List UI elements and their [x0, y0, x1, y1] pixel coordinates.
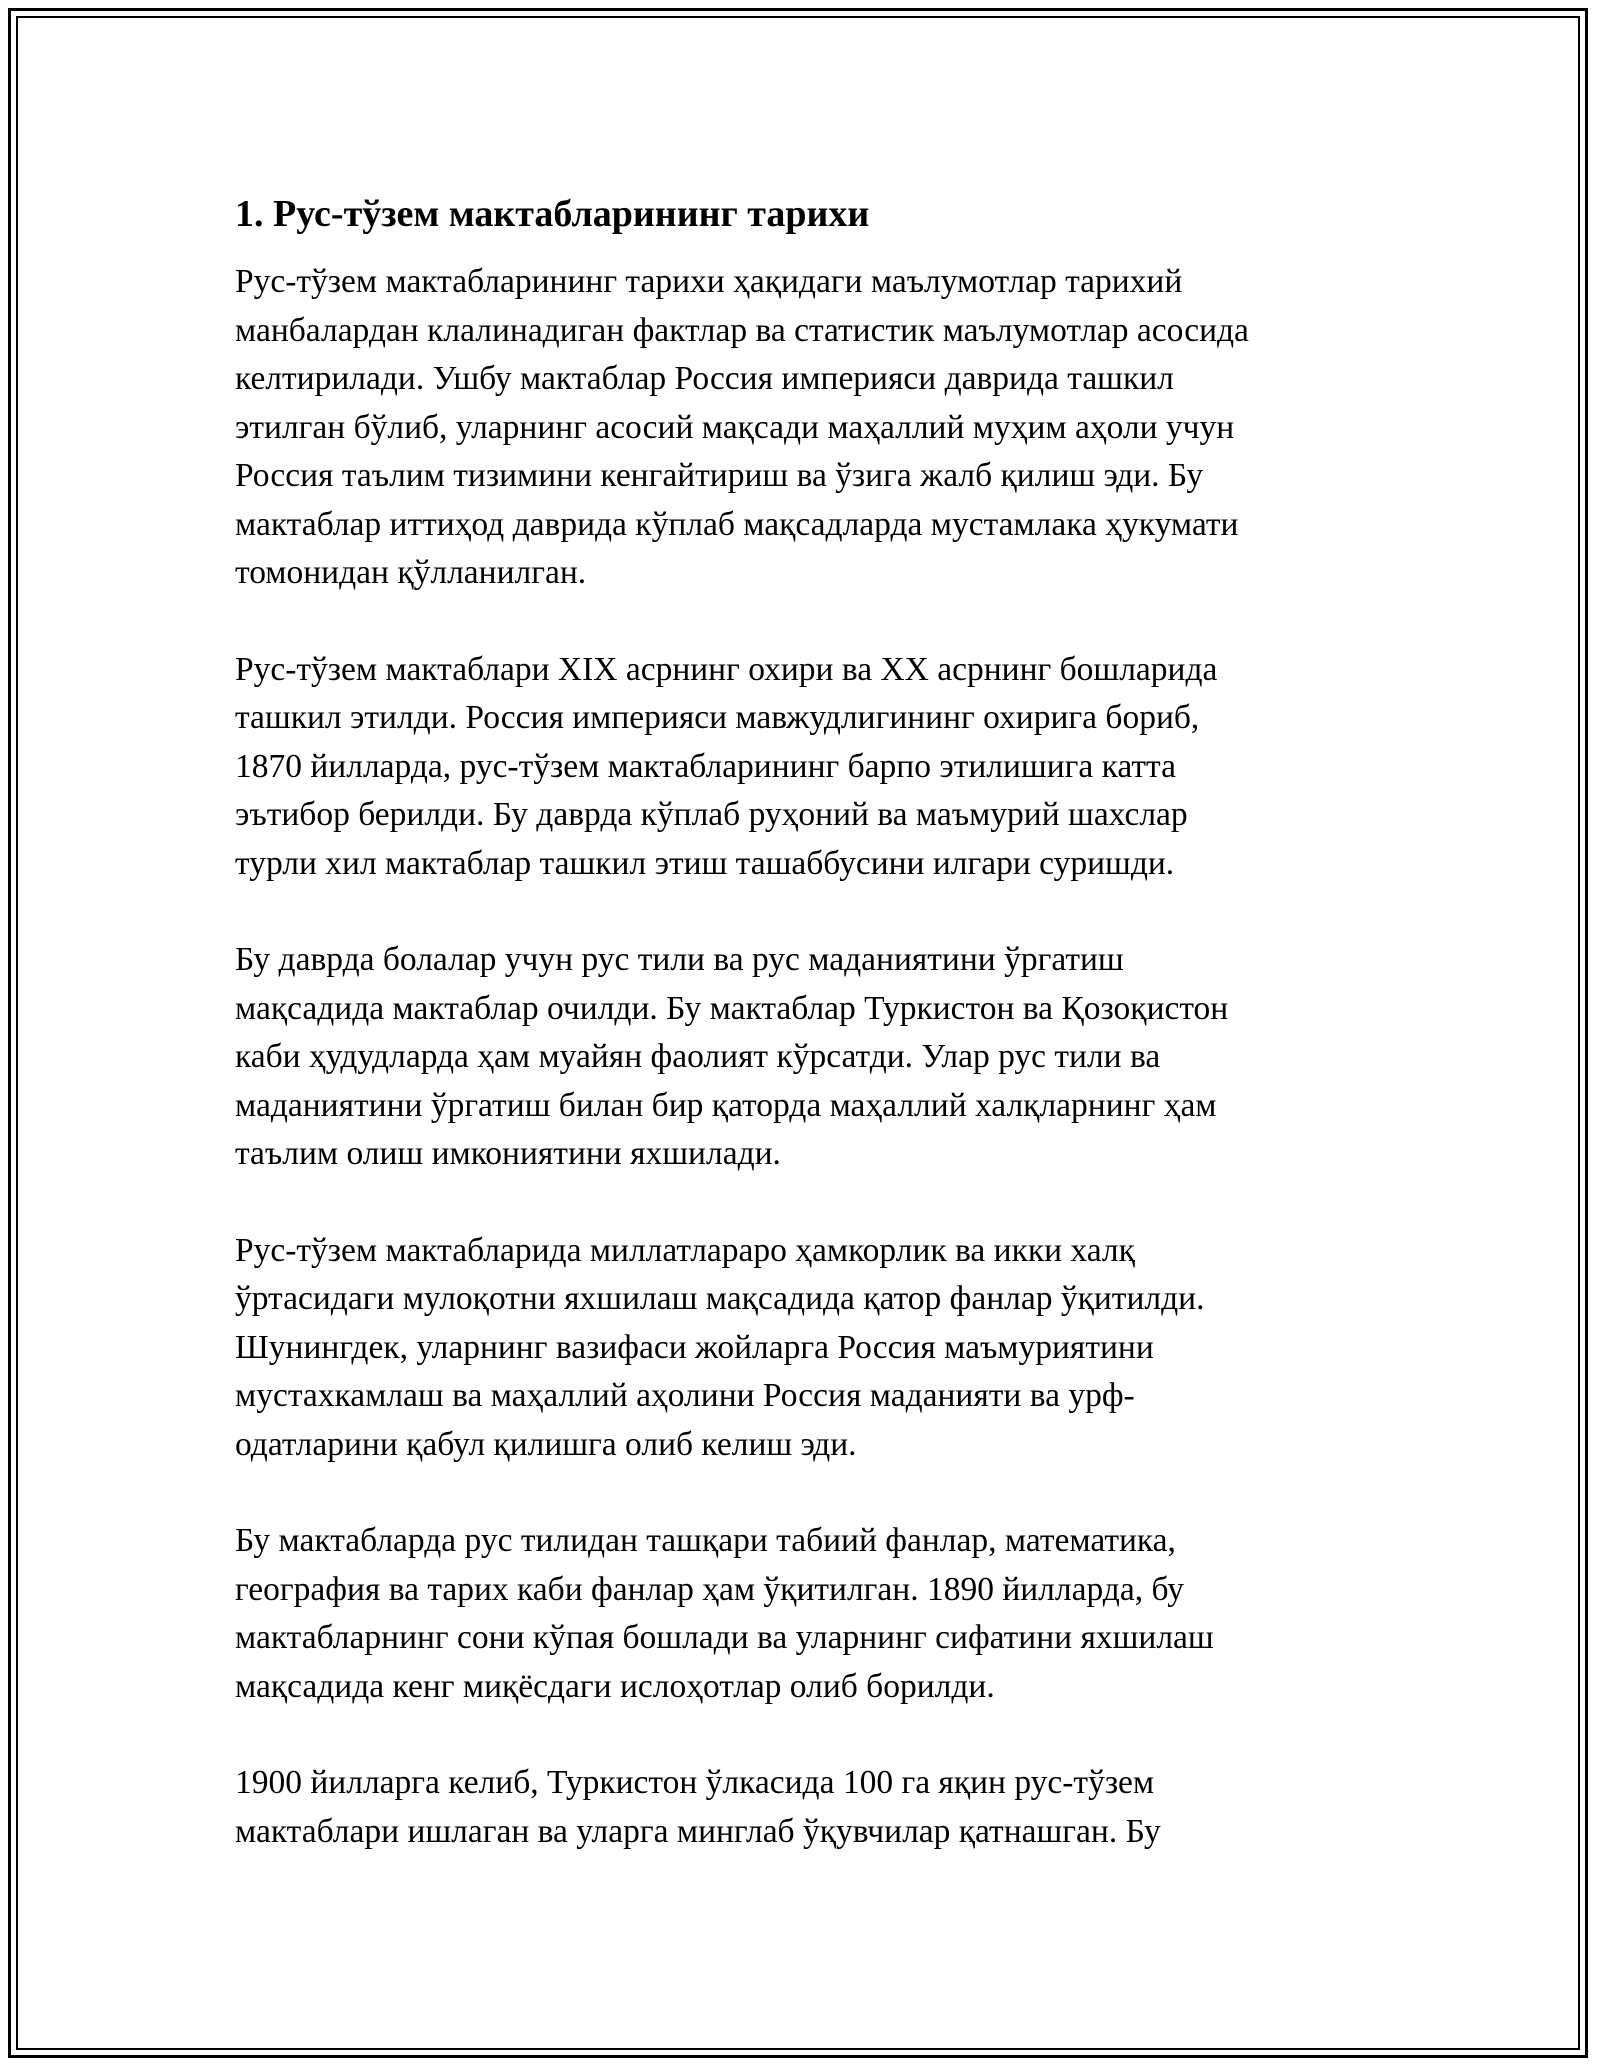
- text-line: Рус-тўзем мактабларининг тарихи ҳақидаги маълумотлар тарихий: [235, 263, 1183, 300]
- text-line: Шунингдек, уларнинг вазифаси жойларга Россия маъмуриятини: [235, 1328, 1154, 1366]
- text-line: мустахкамлаш ва маҳаллий аҳолини Россия маданияти ва урф-: [235, 1377, 1135, 1414]
- text-line: география ва тарих каби фанлар ҳам ўқитилган. 1890 йилларда, бу: [235, 1570, 1184, 1608]
- text-line: 1870 йилларда, рус-тўзем мактабларининг барпо этилишига катта: [235, 747, 1176, 785]
- document-body: [235, 188, 1370, 1904]
- text-line: ташкил этилди. Россия империяси мавжудлигининг охирига бориб,: [235, 699, 1200, 736]
- paragraph-5: [235, 1517, 1370, 1711]
- text-line: ўртасидаги мулоқотни яхшилаш мақсадида қатор фанлар ўқитилди.: [235, 1280, 1205, 1317]
- text-line: келтирилади. Ушбу мактаблар Россия империяси даврида ташкил: [235, 360, 1174, 397]
- text-line: эътибор берилди. Бу даврда кўплаб руҳоний ва маъмурий шахслар: [235, 796, 1188, 833]
- text-line: маданиятини ўргатиш билан бир қаторда маҳаллий халқларнинг ҳам: [235, 1086, 1217, 1124]
- text-line: каби ҳудудларда ҳам муайян фаолият кўрсатди. Улар рус тили ва: [235, 1038, 1161, 1075]
- text-line: мактаблари ишлаган ва уларга минглаб ўқувчилар қатнашган. Бу: [235, 1812, 1161, 1850]
- section-heading: 1. Рус-тўзем мактабларининг тарихи: [235, 193, 870, 235]
- text-line: манбалардан клалинадиган фактлар ва статистик маълумотлар асосида: [235, 311, 1249, 349]
- text-line: одатларини қабул қилишга олиб келиш эди.: [235, 1425, 857, 1463]
- text-line: турли хил мактаблар ташкил этиш ташаббусини илгари суришди.: [235, 844, 1175, 882]
- text-line: Бу мактабларда рус тилидан ташқари табиий фанлар, математика,: [235, 1522, 1176, 1559]
- text-line: Рус-тўзем мактабларида миллатлараро ҳамкорлик ва икки халқ: [235, 1231, 1135, 1269]
- text-line: мактабларнинг сони кўпая бошлади ва уларнинг сифатини яхшилаш: [235, 1619, 1214, 1656]
- paragraph-6: [235, 1759, 1370, 1856]
- text-line: мақсадида кенг миқёсдаги ислоҳотлар олиб борилди.: [235, 1667, 995, 1705]
- text-line: этилган бўлиб, уларнинг асосий мақсади маҳаллий муҳим аҳоли учун: [235, 408, 1235, 446]
- text-line: мақсадида мактаблар очилди. Бу мактаблар Туркистон ва Қозоқистон: [235, 989, 1229, 1027]
- text-line: томонидан қўлланилган.: [235, 554, 587, 591]
- text-line: Рус-тўзем мактаблари XIX асрнинг охири ва XX асрнинг бошларида: [235, 650, 1218, 688]
- paragraph-3: [235, 936, 1370, 1179]
- text-line: Россия таълим тизимини кенгайтириш ва ўзига жалб қилиш эди. Бу: [235, 457, 1204, 494]
- text-line: мактаблар иттиҳод даврида кўплаб мақсадларда мустамлака ҳукумати: [235, 505, 1239, 543]
- text-line: Бу даврда болалар учун рус тили ва рус маданиятини ўргатиш: [235, 941, 1124, 978]
- paragraph-1: [235, 258, 1370, 598]
- text-line: 1900 йилларга келиб, Туркистон ўлкасида 100 га яқин рус-тўзем: [235, 1764, 1155, 1801]
- text-line: таълим олиш имкониятини яхшилади.: [235, 1135, 781, 1172]
- paragraph-4: [235, 1227, 1370, 1470]
- paragraph-2: [235, 646, 1370, 889]
